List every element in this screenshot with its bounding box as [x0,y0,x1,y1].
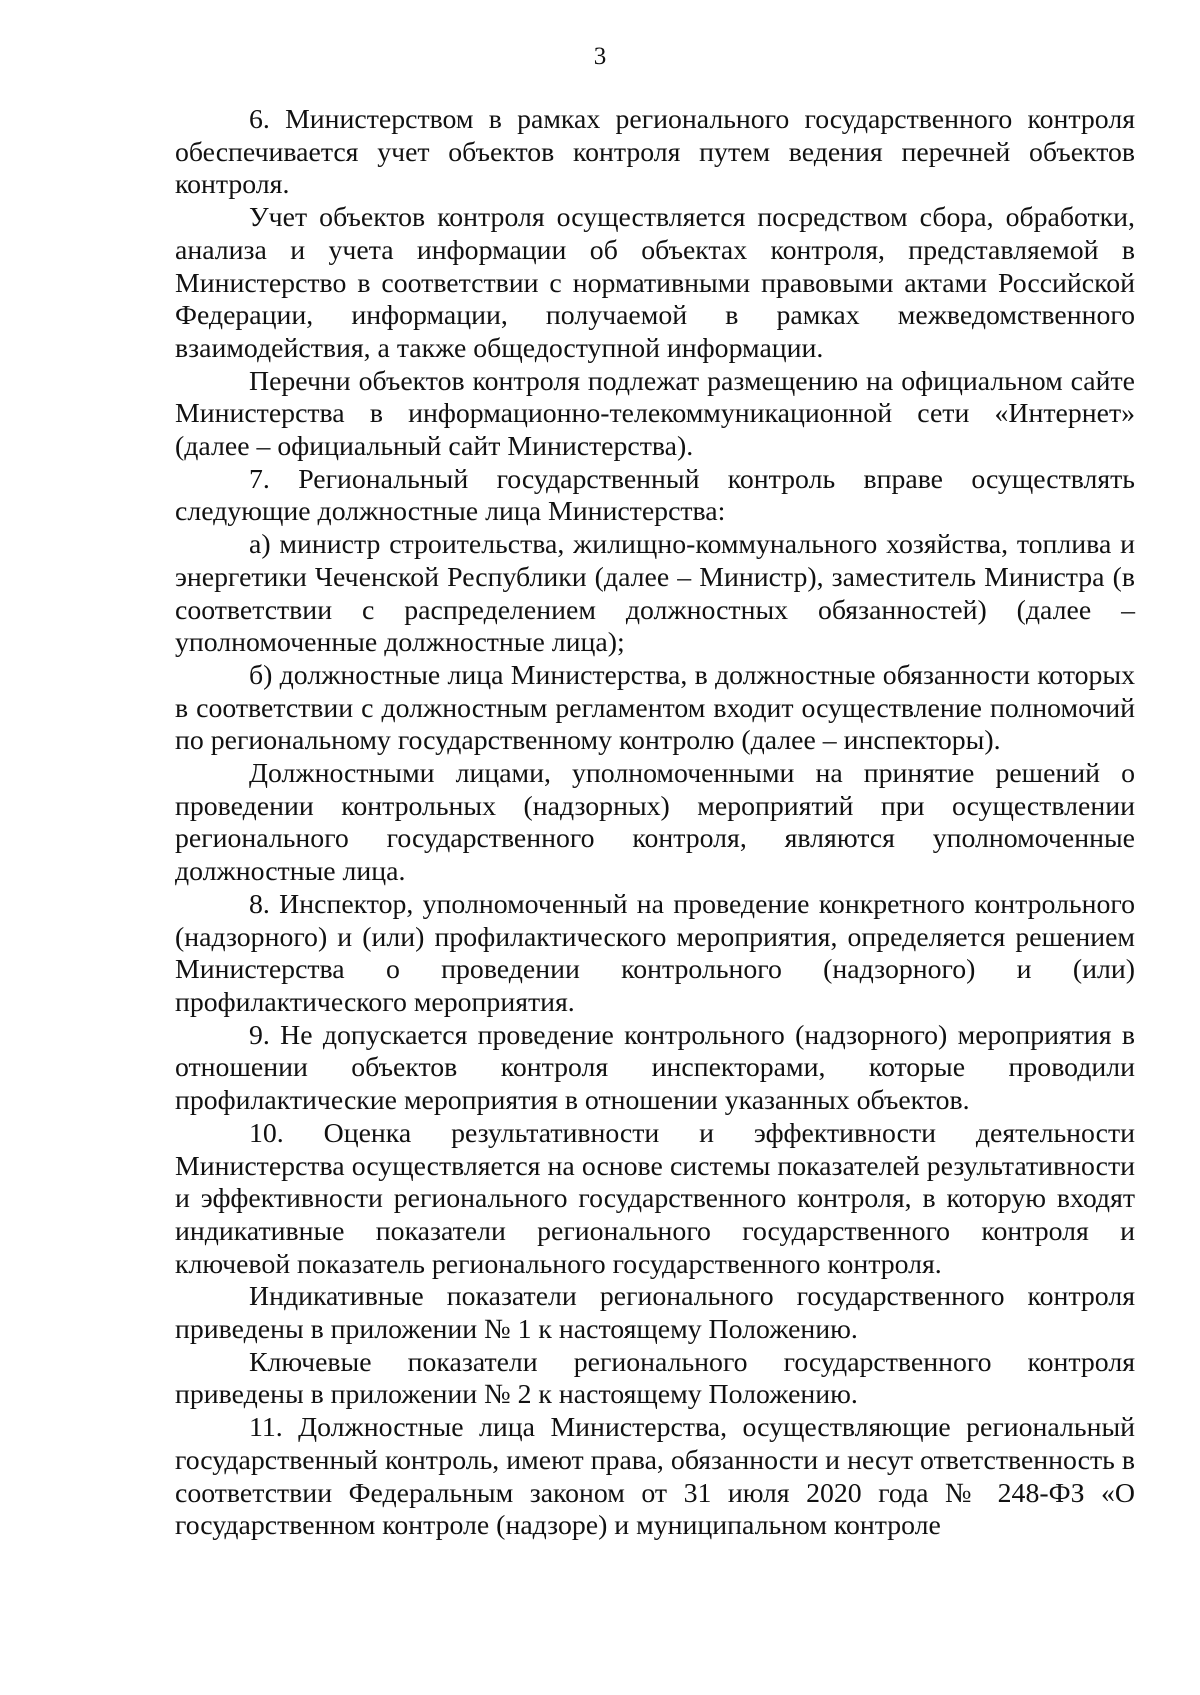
document-body [175,104,1135,1543]
paragraph-7b-inspectors: б) должностные лица Министерства, в должностные обязанности которых в соответствии с должностным регламентом входит осуществление полномочий по региональному государственному контролю (далее – инспекторы). [175,659,1135,757]
paragraph-6-accounting: 6. Министерством в рамках регионального государственного контроля обеспечивается учет объектов контроля путем ведения перечней объектов контроля. [175,104,1135,201]
paragraph-10-evaluation: 10. Оценка результативности и эффективности деятельности Министерства осуществляется на основе системы показателей результативности и эффективности регионального государственного контроля, в которую входят индикативные показатели регионального государственного контроля и ключевой показатель регионального государственного контроля. [175,1117,1135,1280]
paragraph-key-indicators: Ключевые показатели регионального государственного контроля приведены в приложении № 2 к настоящему Положению. [175,1346,1135,1411]
paragraph-11-rights: 11. Должностные лица Министерства, осуществляющие региональный государственный контроль, имеют права, обязанности и несут ответственность в соответствии Федеральным законом от 31 июля 2020 года № 248-ФЗ «О государственном контроле (надзоре) и муниципальном контроле [175,1412,1135,1542]
paragraph-7a-minister: а) министр строительства, жилищно-коммунального хозяйства, топлива и энергетики Чеченской Республики (далее – Министр), заместитель Министра (в соответствии с распределением должностных обязанностей) (далее – уполномоченные должностные лица); [175,529,1135,659]
paragraph-lists-publication: Перечни объектов контроля подлежат размещению на официальном сайте Министерства в информационно-телекоммуникационной сети «Интернет» (далее – официальный сайт Министерства). [175,365,1135,463]
paragraph-indicative-indicators: Индикативные показатели регионального государственного контроля приведены в приложении № 1 к настоящему Положению. [175,1281,1135,1346]
paragraph-accounting-method: Учет объектов контроля осуществляется посредством сбора, обработки, анализа и учета информации об объектах контроля, представляемой в Министерство в соответствии с нормативными правовыми актами Российской Федерации, информации, получаемой в рамках межведомственного взаимодействия, а также общедоступной информации. [175,202,1135,364]
page-number: 3 [593,43,607,70]
paragraph-decision-officials: Должностными лицами, уполномоченными на принятие решений о проведении контрольных (надзорных) мероприятий при осуществлении регионального государственного контроля, являются уполномоченные должностные лица. [175,758,1135,888]
paragraph-9-restriction: 9. Не допускается проведение контрольного (надзорного) мероприятия в отношении объектов контроля инспекторами, которые проводили профилактические мероприятия в отношении указанных объектов. [175,1019,1135,1117]
paragraph-8-inspector: 8. Инспектор, уполномоченный на проведение конкретного контрольного (надзорного) и (или) профилактического мероприятия, определяется решением Министерства о проведении контрольного (надзорного) и (или) профилактического мероприятия. [175,888,1135,1018]
paragraph-7-officials: 7. Региональный государственный контроль вправе осуществлять следующие должностные лица Министерства: [175,463,1135,528]
